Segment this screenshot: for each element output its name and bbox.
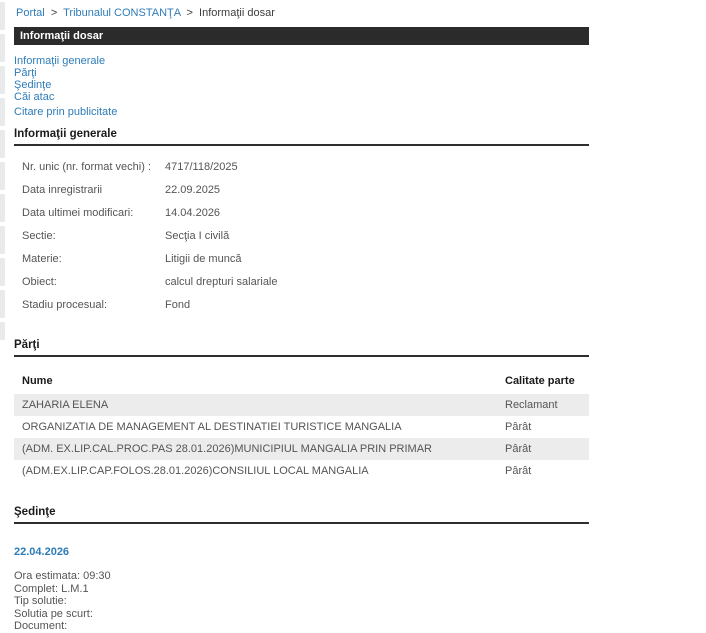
session-detail-complet: Complet: L.M.1 [14, 582, 89, 595]
field-label: Obiect: [22, 276, 57, 288]
page-content [14, 0, 589, 633]
field-label: Data ultimei modificari: [22, 207, 134, 219]
field-row-stadiu-procesual [14, 294, 589, 317]
field-value: 14.04.2026 [165, 207, 221, 219]
nav-link-parti[interactable]: Părţi [14, 67, 37, 79]
party-role: Pârât [505, 465, 532, 477]
page-title-bar [14, 27, 589, 45]
breadcrumb-separator: > [50, 7, 58, 19]
field-value: 22.09.2025 [165, 184, 221, 196]
party-role: Pârât [505, 443, 532, 455]
party-name: (ADM. EX.LIP.CAL.PROC.PAS 28.01.2026)MUNICIPIUL MANGALIA PRIN PRIMAR [22, 443, 432, 455]
breadcrumb-link-tribunal[interactable]: Tribunalul CONSTANŢA [63, 7, 181, 19]
table-row [14, 394, 589, 416]
session-detail-solutia-pe-scurt: Solutia pe scurt: [14, 607, 93, 620]
breadcrumb [14, 7, 589, 20]
nav-link-cai-atac[interactable]: Căi atac [14, 91, 55, 103]
field-row-materie [14, 248, 589, 271]
table-row [14, 416, 589, 438]
party-name: ORGANIZATIA DE MANAGEMENT AL DESTINATIEI TURISTICE MANGALIA [22, 421, 402, 433]
general-fields [14, 156, 589, 317]
field-row-data-ultimei-modificari [14, 202, 589, 225]
party-role: Reclamant [505, 399, 558, 411]
table-header-row [14, 367, 589, 394]
field-value: Secţia I civilă [165, 230, 230, 242]
column-header-nume: Nume [22, 375, 53, 387]
party-role: Pârât [505, 421, 532, 433]
nav-link-sedinte[interactable]: Şedinţe [14, 79, 52, 91]
section-heading-informatii-generale: Informaţii generale [14, 128, 589, 146]
column-header-calitate-parte: Calitate parte [505, 375, 575, 387]
table-row [14, 438, 589, 460]
party-name: ZAHARIA ELENA [22, 399, 109, 411]
breadcrumb-link-portal[interactable]: Portal [16, 7, 45, 19]
field-label: Nr. unic (nr. format vechi) : [22, 161, 151, 173]
breadcrumb-current: Informaţii dosar [199, 7, 275, 19]
field-label: Materie: [22, 253, 62, 265]
left-edge-artifact [0, 2, 5, 340]
field-label: Stadiu procesual: [22, 299, 107, 311]
breadcrumb-separator: > [186, 7, 193, 19]
field-label: Data inregistrarii [22, 184, 103, 196]
session-details [14, 570, 589, 633]
field-row-sectie [14, 225, 589, 248]
section-nav [14, 55, 589, 118]
field-label: Sectie: [22, 230, 56, 242]
nav-link-informatii-generale[interactable]: Informaţii generale [14, 55, 106, 67]
session-detail-ora-estimata: Ora estimata: 09:30 [14, 570, 111, 582]
session-date-link[interactable]: 22.04.2026 [14, 546, 70, 558]
field-value: calcul drepturi salariale [165, 276, 278, 288]
field-value: 4717/118/2025 [165, 161, 238, 173]
parti-table [14, 367, 589, 482]
table-row [14, 460, 589, 482]
session-detail-tip-solutie: Tip solutie: [14, 595, 67, 607]
party-name: (ADM.EX.LIP.CAP.FOLOS.28.01.2026)CONSILIUL LOCAL MANGALIA [22, 465, 369, 477]
section-heading-sedinte: Şedinţe [14, 506, 589, 524]
field-value: Fond [165, 299, 191, 311]
field-row-nr-unic [14, 156, 589, 179]
session-detail-document: Document: [14, 620, 68, 632]
nav-link-citare-prin-publicitate[interactable]: Citare prin publicitate [14, 106, 118, 118]
section-heading-parti: Părţi [14, 339, 589, 357]
page-title: Informaţii dosar [20, 30, 104, 42]
field-row-obiect [14, 271, 589, 294]
field-row-data-inregistrarii [14, 179, 589, 202]
field-value: Litigii de muncă [165, 253, 242, 265]
